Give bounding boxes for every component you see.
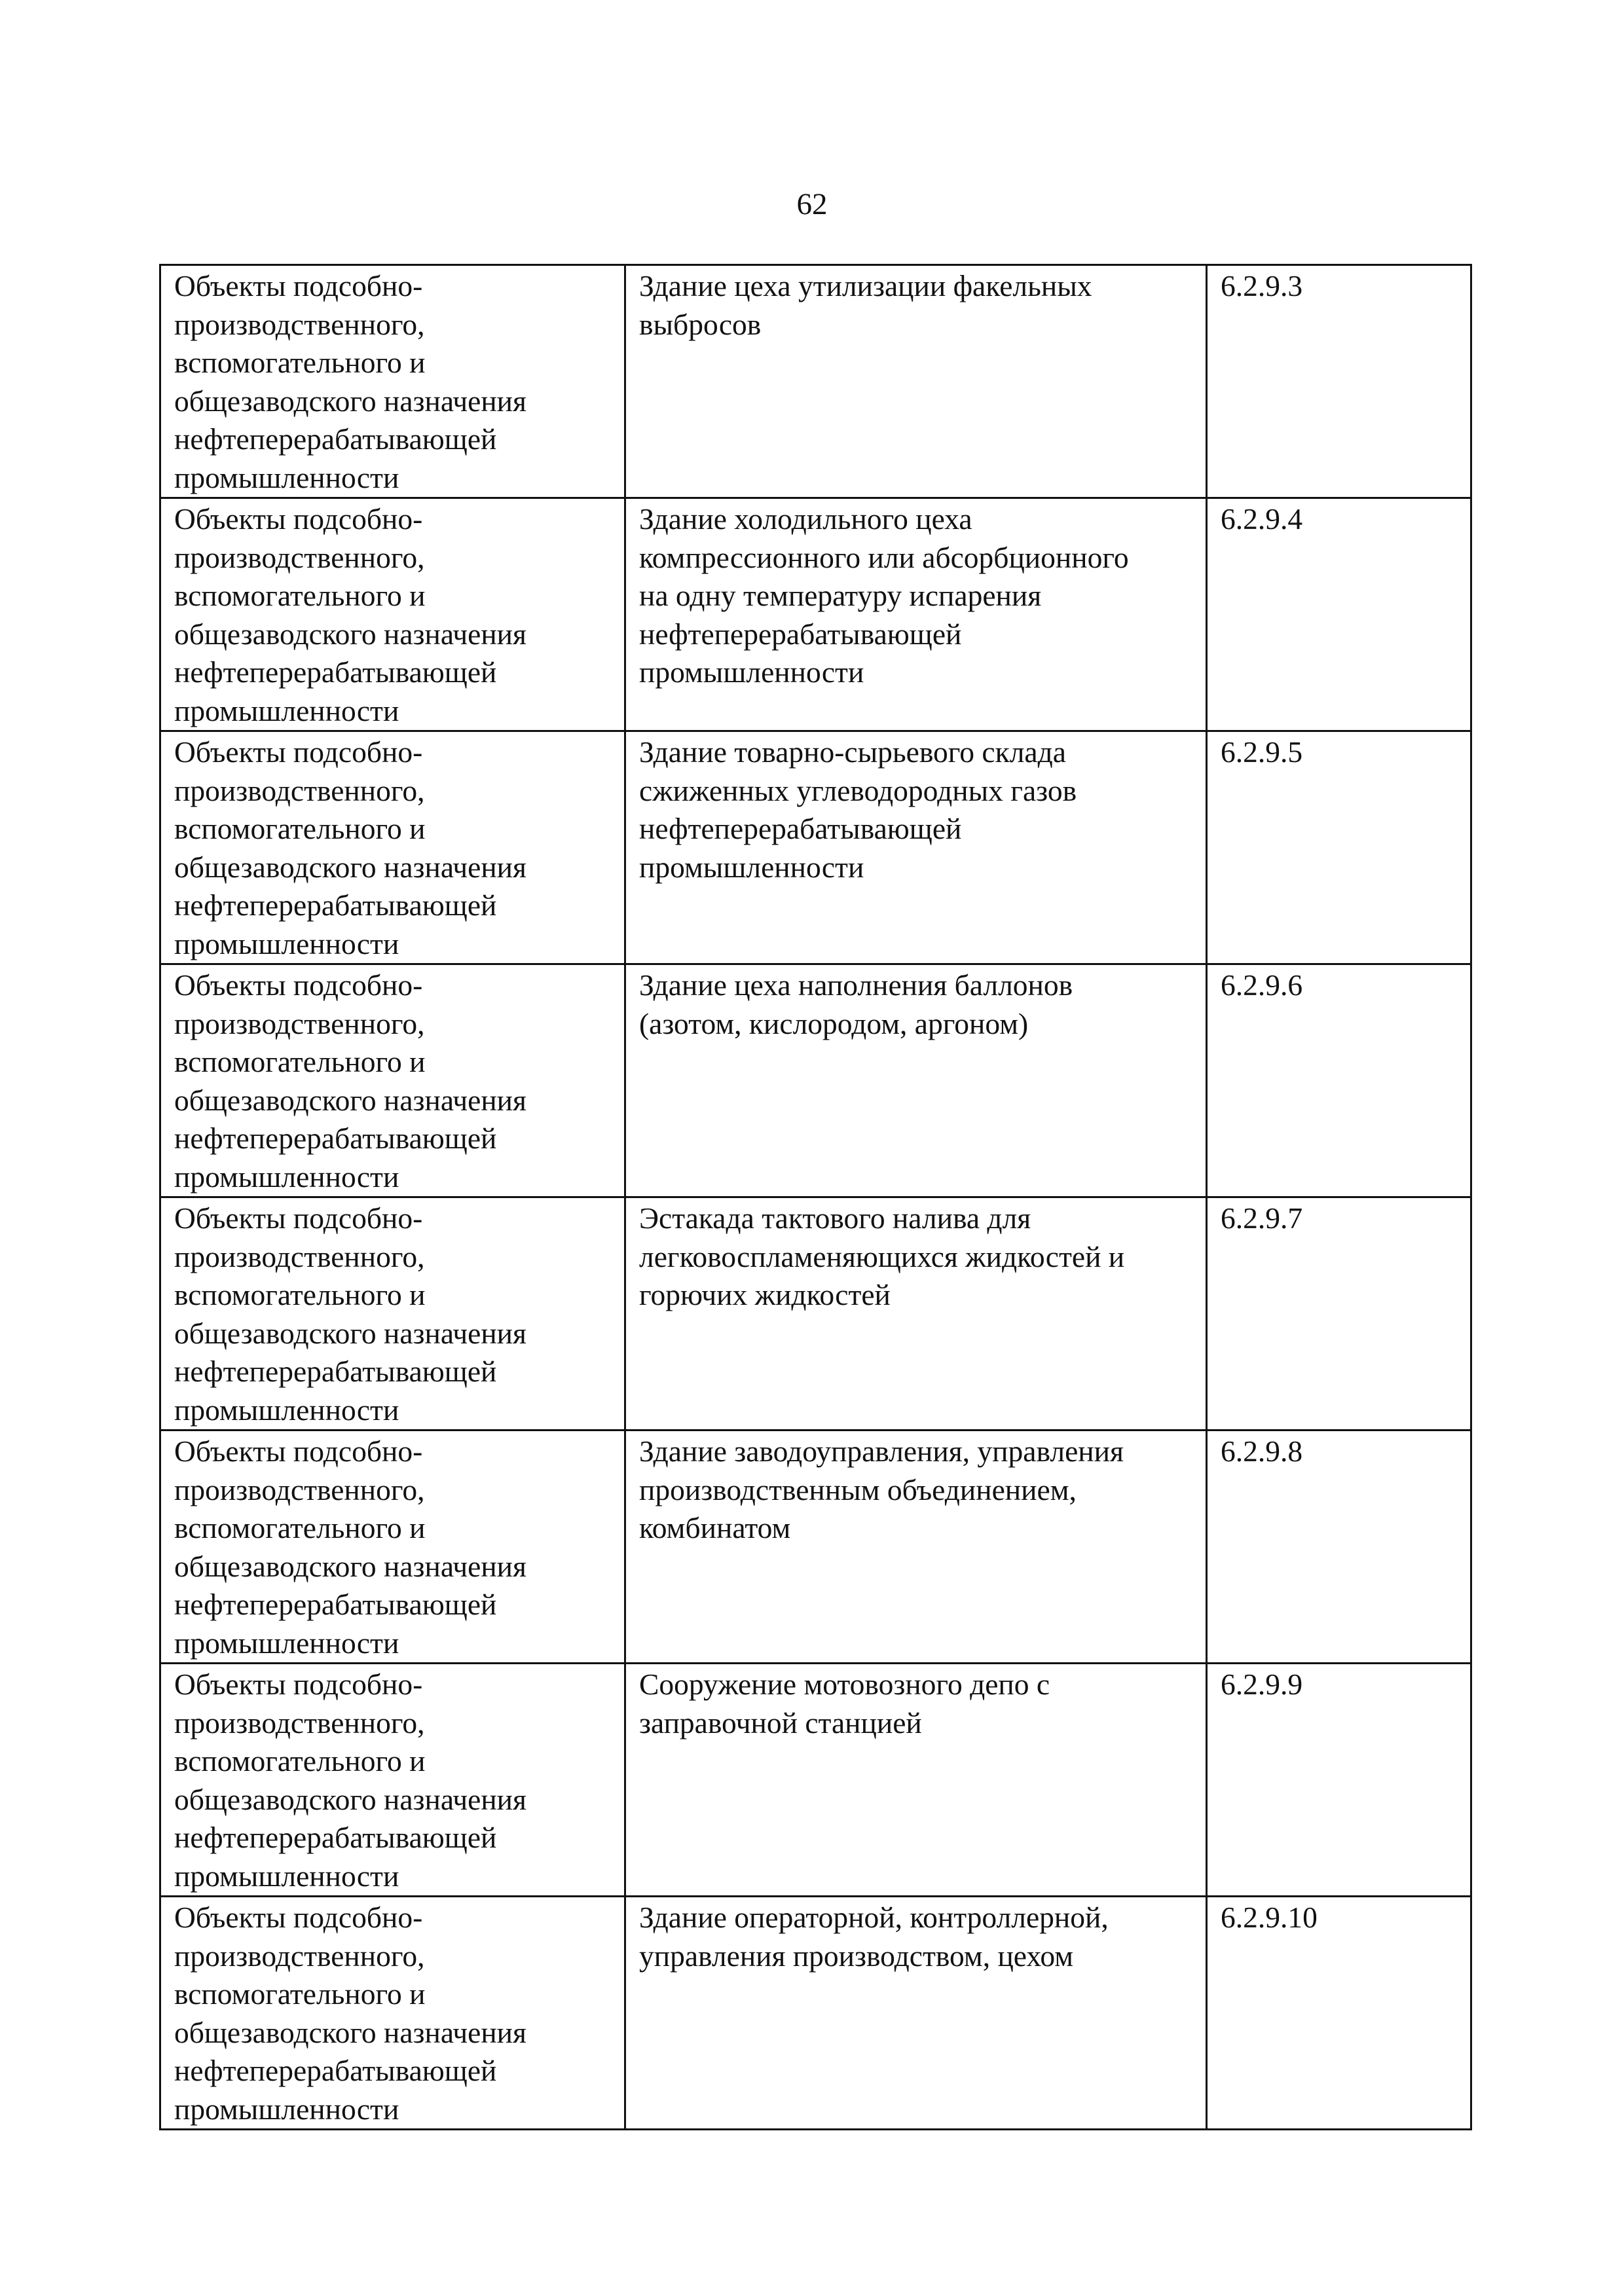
table-row bbox=[160, 1197, 1471, 1430]
code-cell: 6.2.9.6 bbox=[1207, 964, 1471, 1197]
object-name-cell: Здание холодильного цеха компрессионного или абсорбционного на одну температуру испарения нефтеперерабатывающей промышленности bbox=[625, 498, 1207, 731]
category-cell: Объекты подсобно- производственного, вспомогательного и общезаводского назначения нефтеперерабатывающей промышленности bbox=[160, 964, 625, 1197]
table-row bbox=[160, 1664, 1471, 1897]
code-cell: 6.2.9.4 bbox=[1207, 498, 1471, 731]
object-name-cell: Здание цеха наполнения баллонов (азотом, кислородом, аргоном) bbox=[625, 964, 1207, 1197]
code-cell: 6.2.9.5 bbox=[1207, 731, 1471, 964]
table-row bbox=[160, 265, 1471, 498]
code-cell: 6.2.9.3 bbox=[1207, 265, 1471, 498]
table-row bbox=[160, 1430, 1471, 1664]
object-name-cell: Здание операторной, контроллерной, управления производством, цехом bbox=[625, 1897, 1207, 2130]
object-name-cell: Здание заводоуправления, управления производственным объединением, комбинатом bbox=[625, 1430, 1207, 1664]
table-row bbox=[160, 498, 1471, 731]
category-cell: Объекты подсобно- производственного, вспомогательного и общезаводского назначения нефтеперерабатывающей промышленности bbox=[160, 265, 625, 498]
table-row bbox=[160, 1897, 1471, 2130]
category-cell: Объекты подсобно- производственного, вспомогательного и общезаводского назначения нефтеперерабатывающей промышленности bbox=[160, 1430, 625, 1664]
objects-table bbox=[159, 264, 1472, 2130]
table-row bbox=[160, 964, 1471, 1197]
category-cell: Объекты подсобно- производственного, вспомогательного и общезаводского назначения нефтеперерабатывающей промышленности bbox=[160, 1897, 625, 2130]
objects-table-body bbox=[160, 265, 1471, 2130]
object-name-cell: Здание цеха утилизации факельных выбросов bbox=[625, 265, 1207, 498]
page-number: 62 bbox=[796, 187, 828, 221]
category-cell: Объекты подсобно- производственного, вспомогательного и общезаводского назначения нефтеперерабатывающей промышленности bbox=[160, 731, 625, 964]
category-cell: Объекты подсобно- производственного, вспомогательного и общезаводского назначения нефтеперерабатывающей промышленности bbox=[160, 498, 625, 731]
code-cell: 6.2.9.8 bbox=[1207, 1430, 1471, 1664]
object-name-cell: Здание товарно-сырьевого склада сжиженных углеводородных газов нефтеперерабатывающей промышленности bbox=[625, 731, 1207, 964]
code-cell: 6.2.9.9 bbox=[1207, 1664, 1471, 1897]
object-name-cell: Сооружение мотовозного депо с заправочной станцией bbox=[625, 1664, 1207, 1897]
code-cell: 6.2.9.10 bbox=[1207, 1897, 1471, 2130]
code-cell: 6.2.9.7 bbox=[1207, 1197, 1471, 1430]
object-name-cell: Эстакада тактового налива для легковоспламеняющихся жидкостей и горючих жидкостей bbox=[625, 1197, 1207, 1430]
category-cell: Объекты подсобно- производственного, вспомогательного и общезаводского назначения нефтеперерабатывающей промышленности bbox=[160, 1664, 625, 1897]
table-row bbox=[160, 731, 1471, 964]
category-cell: Объекты подсобно- производственного, вспомогательного и общезаводского назначения нефтеперерабатывающей промышленности bbox=[160, 1197, 625, 1430]
